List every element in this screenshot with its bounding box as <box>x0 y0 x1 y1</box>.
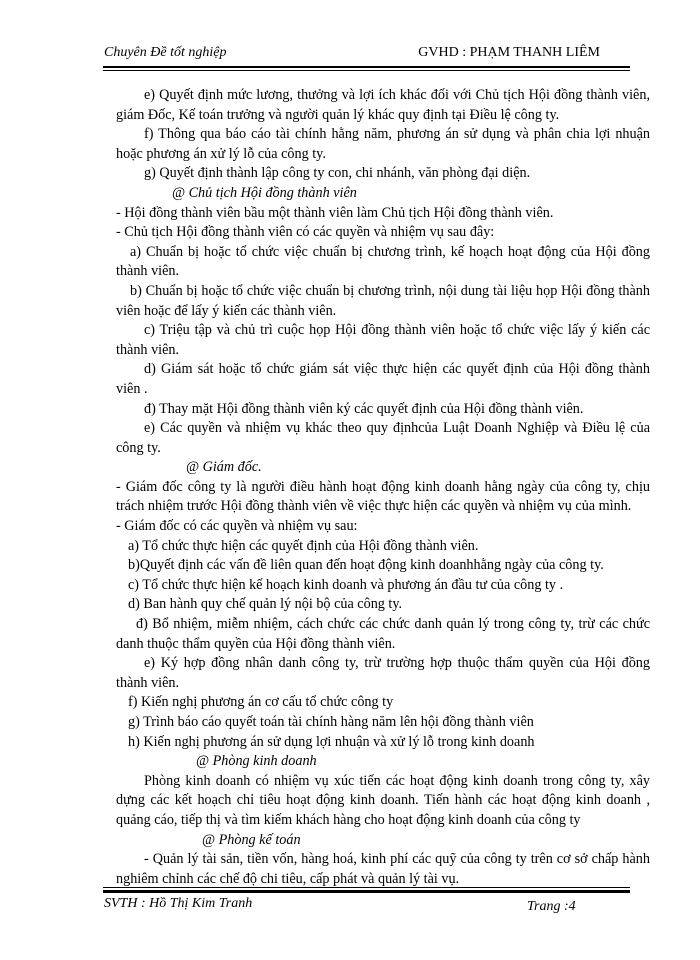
paragraph: - Hội đồng thành viên bầu một thành viên làm Chủ tịch Hội đồng thành viên. <box>116 204 554 221</box>
paragraph: đ) Thay mặt Hội đồng thành viên ký các quyết định của Hội đồng thành viên. <box>144 400 584 417</box>
section-heading: @ Chủ tịch Hội đồng thành viên <box>172 184 357 201</box>
paragraph: a) Tổ chức thực hiện các quyết định của Hội đồng thành viên. <box>128 537 479 554</box>
paragraph: - Giám đốc công ty là người điều hành hoạt động kinh doanh hằng ngày của công ty, chịu trách nhiệm trước Hội đồng thành viên về việc thực hiện các quyền và nhiệm vụ của mình. <box>116 478 650 515</box>
footer-rule-thin <box>103 887 630 888</box>
paragraph: - Chủ tịch Hội đồng thành viên có các quyền và nhiệm vụ sau đây: <box>116 224 495 241</box>
header-advisor: GVHD : PHẠM THANH LIÊM <box>418 45 600 60</box>
section-heading: @ Phòng kinh doanh <box>196 753 317 770</box>
paragraph: g) Quyết định thành lập công ty con, chi nhánh, văn phòng đại diện. <box>144 165 531 182</box>
paragraph: e) Các quyền và nhiệm vụ khác theo quy địnhcủa Luật Doanh Nghiệp và Điều lệ của công ty. <box>116 420 650 456</box>
header-rule <box>103 66 630 68</box>
footer-page-number: Trang :4 <box>527 899 576 914</box>
paragraph: a) Chuẩn bị hoặc tổ chức việc chuẩn bị chương trình, kế hoạch hoạt động của Hội đồng thành viên. <box>116 243 650 280</box>
paragraph: - Quản lý tài sản, tiền vốn, hàng hoá, kinh phí các quỹ của công ty trên cơ sở chấp hành nghiêm chỉnh các chế độ chi tiêu, cấp phát và quản lý tài vụ. <box>116 851 650 887</box>
paragraph: đ) Bổ nhiệm, miễm nhiệm, cách chức các chức danh quản lý trong công ty, trừ các chức danh thuộc thẩm quyền của Hội đồng thành viên. <box>116 616 650 652</box>
footer-student: SVTH : Hồ Thị Kim Tranh <box>104 896 253 911</box>
paragraph: e) Ký hợp đồng nhân danh công ty, trừ trường hợp thuộc thẩm quyền của Hội đồng thành viên. <box>116 655 650 691</box>
paragraph: Phòng kinh doanh có nhiệm vụ xúc tiến các hoạt động kinh doanh trong công ty, xây dựng các kết hoạch chỉ tiêu hoạt động kinh doanh. Tiến hành các hoạt động kinh doanh , quảng cáo, tiếp thị và tìm kiếm khách hàng cho hoạt động kinh doanh của công ty <box>116 772 650 828</box>
paragraph: f) Kiến nghị phương án cơ cấu tổ chức công ty <box>128 694 394 711</box>
paragraph: f) Thông qua báo cáo tài chính hằng năm, phương án sử dụng và phân chia lợi nhuận hoặc phương án xử lý lỗ của công ty. <box>116 126 650 162</box>
paragraph: b)Quyết định các vấn đề liên quan đến hoạt động kinh doanhhằng ngày của công ty. <box>128 557 604 574</box>
header-rule-thin <box>103 70 630 71</box>
paragraph: - Giám đốc có các quyền và nhiệm vụ sau: <box>116 518 358 535</box>
paragraph: c) Tổ chức thực hiện kế hoạch kinh doanh và phương án đầu tư của công ty . <box>128 576 564 593</box>
paragraph: c) Triệu tập và chủ trì cuộc họp Hội đồng thành viên hoặc tổ chức việc lấy ý kiến các thành viên. <box>116 322 650 358</box>
paragraph: e) Quyết định mức lương, thưởng và lợi ích khác đối với Chủ tịch Hội đồng thành viên, giám Đốc, Kế toán trưởng và người quản lý khác quy định tại Điều lệ công ty. <box>116 87 650 123</box>
document-body <box>116 86 650 889</box>
section-heading: @ Phòng kế toán <box>202 831 301 848</box>
paragraph: d) Ban hành quy chế quản lý nội bộ của công ty. <box>128 596 403 613</box>
paragraph: g) Trình báo cáo quyết toán tài chính hàng năm lên hội đồng thành viên <box>128 714 534 730</box>
paragraph: h) Kiến nghị phương án sử dụng lợi nhuận và xử lý lỗ trong kinh doanh <box>128 733 535 750</box>
paragraph: d) Giám sát hoặc tổ chức giám sát việc thực hiện các quyết định của Hội đồng thành viên . <box>116 361 650 397</box>
footer-rule <box>103 890 630 893</box>
header-title: Chuyên Đề tốt nghiệp <box>104 45 227 60</box>
section-heading: @ Giám đốc. <box>186 459 262 476</box>
paragraph: b) Chuẩn bị hoặc tổ chức việc chuẩn bị chương trình, nội dung tài liệu họp Hội đồng thành viên hoặc để lấy ý kiến các thành viên. <box>116 282 650 319</box>
